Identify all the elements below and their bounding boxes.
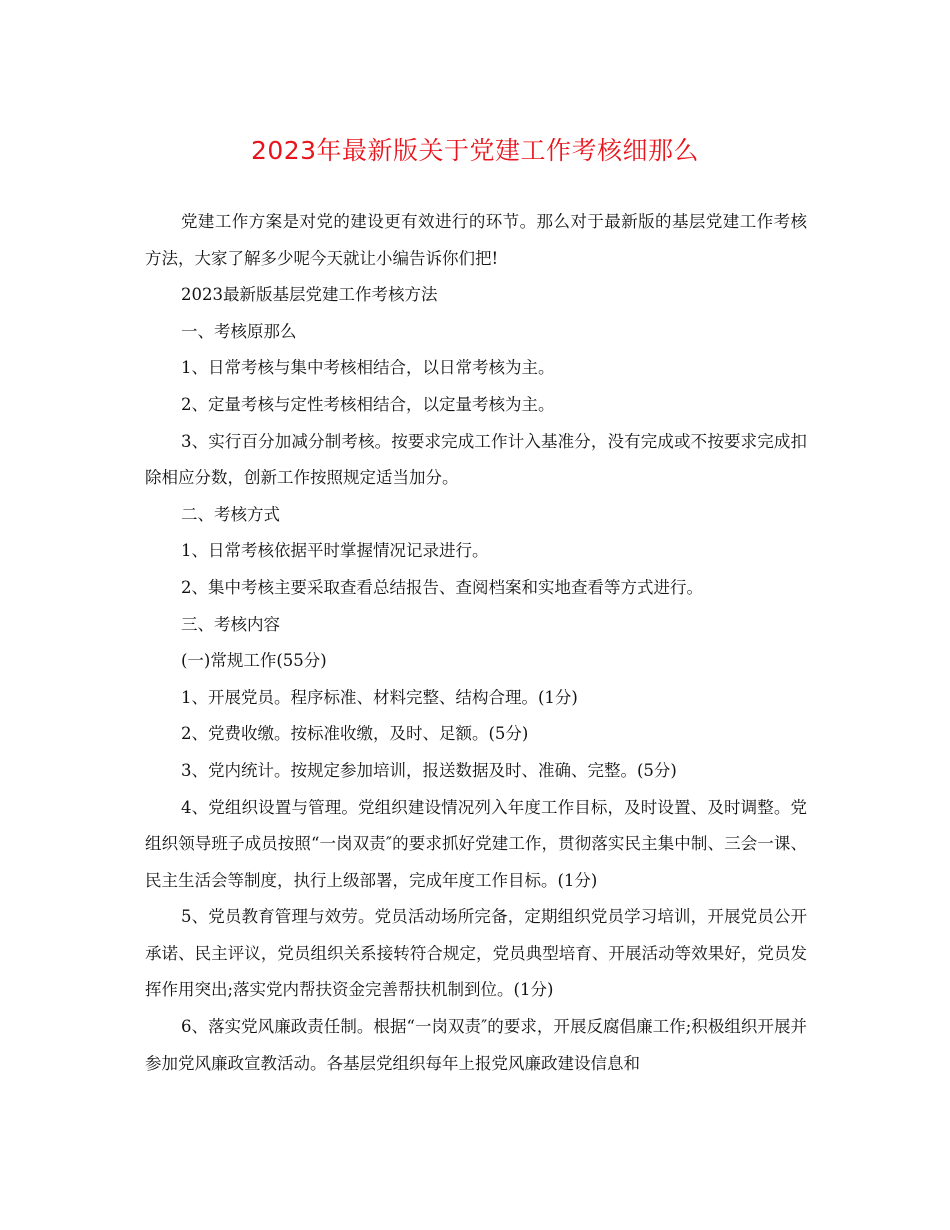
intro-paragraph: 党建工作方案是对党的建设更有效进行的环节。那么对于最新版的基层党建工作考核方法，大家了解多少呢今天就让小编告诉你们把! xyxy=(145,212,807,268)
list-item: 2、党费收缴。按标准收缴，及时、足额。(5分) xyxy=(181,724,529,744)
list-item: 4、党组织设置与管理。党组织建设情况列入年度工作目标，及时设置、及时调整。党组织领导班子成员按照“一岗双责″的要求抓好党建工作，贯彻落实民主集中制、三会一课、民主生活会等制度，执行上级部署，完成年度工作目标。(1分) xyxy=(145,797,807,890)
subsection-heading-routine: (一)常规工作(55分) xyxy=(181,651,327,671)
list-item: 6、落实党风廉政责任制。根据“一岗双责″的要求，开展反腐倡廉工作;积极组织开展并参加党风廉政宣教活动。各基层党组织每年上报党风廉政建设信息和 xyxy=(145,1017,807,1073)
list-item: 1、日常考核与集中考核相结合，以日常考核为主。 xyxy=(181,358,555,378)
list-item: 3、党内统计。按规定参加培训，报送数据及时、准确、完整。(5分) xyxy=(181,760,677,780)
list-item: 3、实行百分加减分制考核。按要求完成工作计入基准分，没有完成或不按要求完成扣除相应分数，创新工作按照规定适当加分。 xyxy=(145,431,807,488)
section-heading-principles: 一、考核原那么 xyxy=(181,321,297,341)
list-item: 2、定量考核与定性考核相结合，以定量考核为主。 xyxy=(181,394,555,414)
list-item: 5、党员教育管理与效劳。党员活动场所完备，定期组织党员学习培训，开展党员公开承诺、民主评议，党员组织关系接转符合规定，党员典型培育、开展活动等效果好，党员发挥作用突出;落实党内帮扶资金完善帮扶机制到位。(1分) xyxy=(145,907,807,1000)
page-title: 2023年最新版关于党建工作考核细那么 xyxy=(250,136,700,165)
list-item: 1、开展党员。程序标准、材料完整、结构合理。(1分) xyxy=(181,687,578,707)
section-heading-approach: 二、考核方式 xyxy=(181,504,280,524)
document-body xyxy=(145,204,807,1082)
list-item: 1、日常考核依据平时掌握情况记录进行。 xyxy=(181,541,489,561)
list-item: 2、集中考核主要采取查看总结报告、查阅档案和实地查看等方式进行。 xyxy=(181,577,703,597)
section-heading-method: 2023最新版基层党建工作考核方法 xyxy=(181,285,438,305)
section-heading-content: 三、考核内容 xyxy=(181,614,280,634)
